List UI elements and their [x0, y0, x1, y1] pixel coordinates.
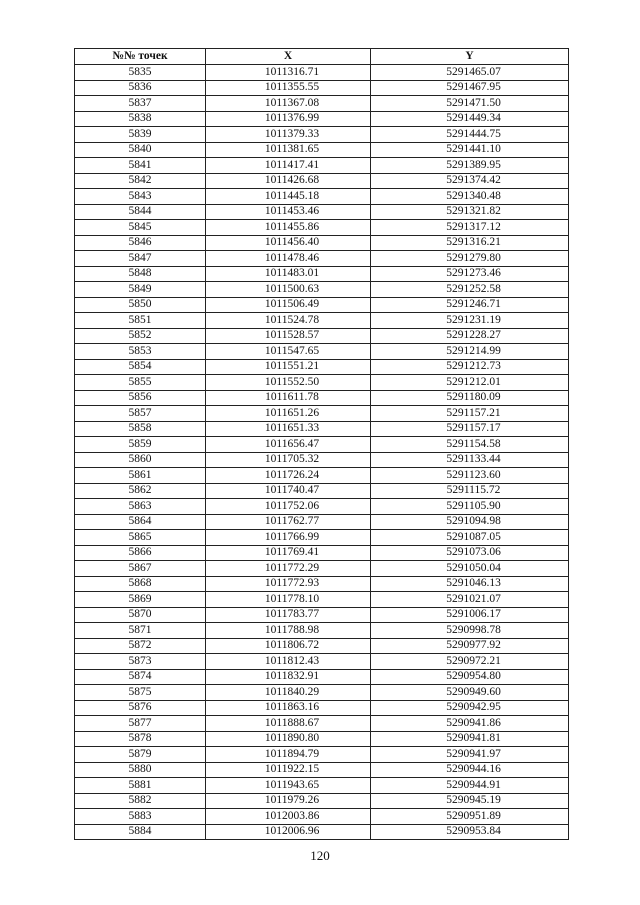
table-row	[75, 127, 569, 143]
y-coordinate-cell: 5290942.95	[371, 700, 569, 716]
table-row	[75, 778, 569, 794]
x-coordinate-cell: 1011656.47	[206, 437, 371, 453]
point-number-cell: 5871	[75, 623, 206, 639]
y-coordinate-cell: 5291046.13	[371, 576, 569, 592]
y-coordinate-cell: 5290941.86	[371, 716, 569, 732]
point-number-cell: 5835	[75, 65, 206, 81]
table-row	[75, 158, 569, 174]
x-coordinate-cell: 1011483.01	[206, 266, 371, 282]
y-coordinate-cell: 5291374.42	[371, 173, 569, 189]
x-coordinate-cell: 1012003.86	[206, 809, 371, 825]
y-coordinate-cell: 5291133.44	[371, 452, 569, 468]
point-number-cell: 5881	[75, 778, 206, 794]
y-coordinate-cell: 5291006.17	[371, 607, 569, 623]
x-coordinate-cell: 1011772.29	[206, 561, 371, 577]
y-coordinate-cell: 5290941.97	[371, 747, 569, 763]
y-coordinate-cell: 5291157.21	[371, 406, 569, 422]
point-number-cell: 5848	[75, 266, 206, 282]
x-coordinate-cell: 1011888.67	[206, 716, 371, 732]
x-coordinate-cell: 1011316.71	[206, 65, 371, 81]
table-row	[75, 406, 569, 422]
y-coordinate-cell: 5291449.34	[371, 111, 569, 127]
x-coordinate-cell: 1011788.98	[206, 623, 371, 639]
table-row	[75, 142, 569, 158]
y-coordinate-cell: 5290944.91	[371, 778, 569, 794]
y-coordinate-cell: 5291471.50	[371, 96, 569, 112]
table-row	[75, 576, 569, 592]
point-number-cell: 5839	[75, 127, 206, 143]
x-coordinate-cell: 1011500.63	[206, 282, 371, 298]
table-row	[75, 390, 569, 406]
point-number-cell: 5853	[75, 344, 206, 360]
table-row	[75, 452, 569, 468]
y-coordinate-cell: 5290972.21	[371, 654, 569, 670]
y-coordinate-cell: 5291050.04	[371, 561, 569, 577]
point-number-cell: 5865	[75, 530, 206, 546]
table-row	[75, 483, 569, 499]
x-coordinate-cell: 1011379.33	[206, 127, 371, 143]
point-number-cell: 5882	[75, 793, 206, 809]
table-row	[75, 375, 569, 391]
x-coordinate-cell: 1011705.32	[206, 452, 371, 468]
point-number-cell: 5863	[75, 499, 206, 515]
y-coordinate-cell: 5291073.06	[371, 545, 569, 561]
x-coordinate-cell: 1011651.26	[206, 406, 371, 422]
table-row	[75, 731, 569, 747]
table-body	[75, 65, 569, 840]
y-coordinate-cell: 5291115.72	[371, 483, 569, 499]
x-coordinate-cell: 1011783.77	[206, 607, 371, 623]
y-coordinate-cell: 5291214.99	[371, 344, 569, 360]
point-number-cell: 5852	[75, 328, 206, 344]
y-coordinate-cell: 5290949.60	[371, 685, 569, 701]
y-coordinate-cell: 5291231.19	[371, 313, 569, 329]
y-coordinate-cell: 5291273.46	[371, 266, 569, 282]
table-row	[75, 189, 569, 205]
point-number-cell: 5857	[75, 406, 206, 422]
y-coordinate-cell: 5290945.19	[371, 793, 569, 809]
x-coordinate-cell: 1011455.86	[206, 220, 371, 236]
point-number-cell: 5841	[75, 158, 206, 174]
point-number-cell: 5866	[75, 545, 206, 561]
point-number-cell: 5843	[75, 189, 206, 205]
point-number-cell: 5868	[75, 576, 206, 592]
table-row	[75, 716, 569, 732]
table-row	[75, 173, 569, 189]
y-coordinate-cell: 5291467.95	[371, 80, 569, 96]
point-number-cell: 5876	[75, 700, 206, 716]
table-row	[75, 359, 569, 375]
x-coordinate-cell: 1011943.65	[206, 778, 371, 794]
x-coordinate-cell: 1011547.65	[206, 344, 371, 360]
table-row	[75, 65, 569, 81]
point-number-cell: 5845	[75, 220, 206, 236]
header-point-number: №№ точек	[75, 49, 206, 65]
point-number-cell: 5860	[75, 452, 206, 468]
table-row	[75, 762, 569, 778]
x-coordinate-cell: 1011752.06	[206, 499, 371, 515]
table-row	[75, 328, 569, 344]
y-coordinate-cell: 5291212.73	[371, 359, 569, 375]
x-coordinate-cell: 1011772.93	[206, 576, 371, 592]
y-coordinate-cell: 5291444.75	[371, 127, 569, 143]
x-coordinate-cell: 1012006.96	[206, 824, 371, 840]
x-coordinate-cell: 1011524.78	[206, 313, 371, 329]
table-row	[75, 96, 569, 112]
table-row	[75, 80, 569, 96]
point-number-cell: 5854	[75, 359, 206, 375]
table-row	[75, 266, 569, 282]
table-row	[75, 809, 569, 825]
point-number-cell: 5867	[75, 561, 206, 577]
y-coordinate-cell: 5290953.84	[371, 824, 569, 840]
table-row	[75, 437, 569, 453]
x-coordinate-cell: 1011890.80	[206, 731, 371, 747]
point-number-cell: 5836	[75, 80, 206, 96]
y-coordinate-cell: 5291321.82	[371, 204, 569, 220]
point-number-cell: 5862	[75, 483, 206, 499]
point-number-cell: 5877	[75, 716, 206, 732]
x-coordinate-cell: 1011611.78	[206, 390, 371, 406]
point-number-cell: 5873	[75, 654, 206, 670]
y-coordinate-cell: 5291279.80	[371, 251, 569, 267]
x-coordinate-cell: 1011381.65	[206, 142, 371, 158]
y-coordinate-cell: 5291087.05	[371, 530, 569, 546]
y-coordinate-cell: 5291465.07	[371, 65, 569, 81]
x-coordinate-cell: 1011552.50	[206, 375, 371, 391]
x-coordinate-cell: 1011426.68	[206, 173, 371, 189]
y-coordinate-cell: 5290998.78	[371, 623, 569, 639]
x-coordinate-cell: 1011840.29	[206, 685, 371, 701]
table-row	[75, 499, 569, 515]
x-coordinate-cell: 1011651.33	[206, 421, 371, 437]
header-x: X	[206, 49, 371, 65]
table-row	[75, 251, 569, 267]
point-number-cell: 5869	[75, 592, 206, 608]
point-number-cell: 5880	[75, 762, 206, 778]
x-coordinate-cell: 1011376.99	[206, 111, 371, 127]
y-coordinate-cell: 5291316.21	[371, 235, 569, 251]
point-number-cell: 5883	[75, 809, 206, 825]
table-row	[75, 297, 569, 313]
x-coordinate-cell: 1011453.46	[206, 204, 371, 220]
point-number-cell: 5846	[75, 235, 206, 251]
x-coordinate-cell: 1011832.91	[206, 669, 371, 685]
point-number-cell: 5864	[75, 514, 206, 530]
x-coordinate-cell: 1011551.21	[206, 359, 371, 375]
y-coordinate-cell: 5291252.58	[371, 282, 569, 298]
x-coordinate-cell: 1011355.55	[206, 80, 371, 96]
x-coordinate-cell: 1011456.40	[206, 235, 371, 251]
table-row	[75, 592, 569, 608]
point-number-cell: 5872	[75, 638, 206, 654]
y-coordinate-cell: 5291317.12	[371, 220, 569, 236]
y-coordinate-cell: 5291212.01	[371, 375, 569, 391]
x-coordinate-cell: 1011766.99	[206, 530, 371, 546]
y-coordinate-cell: 5291094.98	[371, 514, 569, 530]
x-coordinate-cell: 1011863.16	[206, 700, 371, 716]
point-number-cell: 5861	[75, 468, 206, 484]
y-coordinate-cell: 5291246.71	[371, 297, 569, 313]
y-coordinate-cell: 5291441.10	[371, 142, 569, 158]
point-number-cell: 5875	[75, 685, 206, 701]
point-number-cell: 5874	[75, 669, 206, 685]
x-coordinate-cell: 1011894.79	[206, 747, 371, 763]
y-coordinate-cell: 5291340.48	[371, 189, 569, 205]
y-coordinate-cell: 5291154.58	[371, 437, 569, 453]
table-row	[75, 344, 569, 360]
point-number-cell: 5837	[75, 96, 206, 112]
table-row	[75, 468, 569, 484]
x-coordinate-cell: 1011769.41	[206, 545, 371, 561]
point-number-cell: 5855	[75, 375, 206, 391]
point-number-cell: 5859	[75, 437, 206, 453]
table-row	[75, 623, 569, 639]
point-number-cell: 5838	[75, 111, 206, 127]
x-coordinate-cell: 1011740.47	[206, 483, 371, 499]
y-coordinate-cell: 5291157.17	[371, 421, 569, 437]
x-coordinate-cell: 1011762.77	[206, 514, 371, 530]
point-number-cell: 5870	[75, 607, 206, 623]
point-number-cell: 5884	[75, 824, 206, 840]
x-coordinate-cell: 1011979.26	[206, 793, 371, 809]
table-row	[75, 824, 569, 840]
page-number: 120	[310, 848, 330, 863]
x-coordinate-cell: 1011528.57	[206, 328, 371, 344]
table-header-row	[75, 49, 569, 65]
point-number-cell: 5840	[75, 142, 206, 158]
table-row	[75, 638, 569, 654]
coordinates-table	[74, 48, 569, 840]
y-coordinate-cell: 5291123.60	[371, 468, 569, 484]
table-row	[75, 204, 569, 220]
y-coordinate-cell: 5291389.95	[371, 158, 569, 174]
table-row	[75, 685, 569, 701]
table-row	[75, 111, 569, 127]
x-coordinate-cell: 1011778.10	[206, 592, 371, 608]
table-row	[75, 545, 569, 561]
table-row	[75, 561, 569, 577]
point-number-cell: 5847	[75, 251, 206, 267]
y-coordinate-cell: 5290951.89	[371, 809, 569, 825]
point-number-cell: 5849	[75, 282, 206, 298]
y-coordinate-cell: 5290944.16	[371, 762, 569, 778]
y-coordinate-cell: 5290941.81	[371, 731, 569, 747]
header-y: Y	[371, 49, 569, 65]
x-coordinate-cell: 1011417.41	[206, 158, 371, 174]
table-row	[75, 747, 569, 763]
point-number-cell: 5879	[75, 747, 206, 763]
point-number-cell: 5851	[75, 313, 206, 329]
y-coordinate-cell: 5291105.90	[371, 499, 569, 515]
y-coordinate-cell: 5290954.80	[371, 669, 569, 685]
table-row	[75, 669, 569, 685]
x-coordinate-cell: 1011806.72	[206, 638, 371, 654]
y-coordinate-cell: 5291021.07	[371, 592, 569, 608]
x-coordinate-cell: 1011367.08	[206, 96, 371, 112]
point-number-cell: 5842	[75, 173, 206, 189]
table-row	[75, 220, 569, 236]
y-coordinate-cell: 5291228.27	[371, 328, 569, 344]
point-number-cell: 5856	[75, 390, 206, 406]
y-coordinate-cell: 5290977.92	[371, 638, 569, 654]
table-row	[75, 654, 569, 670]
table-row	[75, 514, 569, 530]
x-coordinate-cell: 1011506.49	[206, 297, 371, 313]
table-row	[75, 530, 569, 546]
table-row	[75, 235, 569, 251]
x-coordinate-cell: 1011922.15	[206, 762, 371, 778]
x-coordinate-cell: 1011478.46	[206, 251, 371, 267]
table-row	[75, 282, 569, 298]
point-number-cell: 5844	[75, 204, 206, 220]
table-row	[75, 313, 569, 329]
table-row	[75, 700, 569, 716]
x-coordinate-cell: 1011726.24	[206, 468, 371, 484]
point-number-cell: 5850	[75, 297, 206, 313]
table-row	[75, 421, 569, 437]
x-coordinate-cell: 1011445.18	[206, 189, 371, 205]
x-coordinate-cell: 1011812.43	[206, 654, 371, 670]
point-number-cell: 5858	[75, 421, 206, 437]
y-coordinate-cell: 5291180.09	[371, 390, 569, 406]
point-number-cell: 5878	[75, 731, 206, 747]
table-row	[75, 793, 569, 809]
table-row	[75, 607, 569, 623]
